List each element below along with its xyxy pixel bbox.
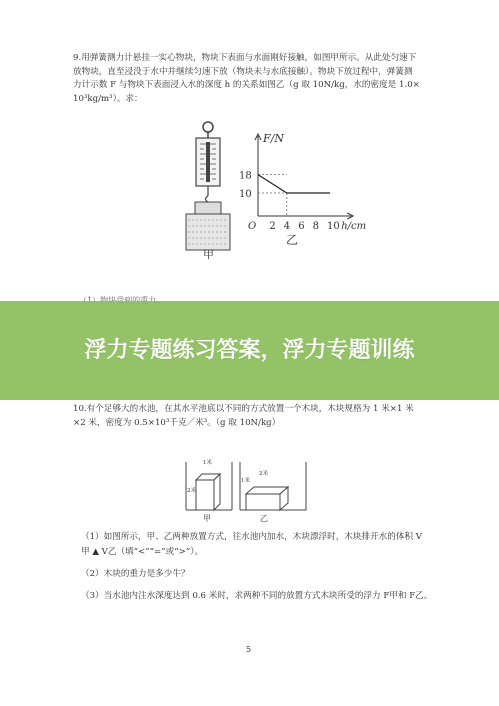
y-tick-label: 18 [239, 170, 252, 182]
q10-fig-yi-label: 乙 [260, 514, 268, 523]
q10-sub-question-1: （1）如图所示，甲、乙两种放置方式，往水池内加水，木块漂浮时，木块排开水的体积 V [81, 532, 422, 542]
q10-dim-2m-yi: 2米 [259, 471, 268, 477]
x-tick-label: 6 [298, 221, 305, 232]
q10-line-2: ×2 米，密度为 0.5×10³千克／米³。（g 取 10N/kg） [73, 418, 281, 428]
q10-dim-1m-jia: 1米 [203, 460, 212, 466]
q9-line-4: 10³kg/m³）。求： [73, 93, 143, 104]
y-axis-label: F/N [263, 132, 284, 145]
q10-sub-question-3: （3）当水池内注水深度达到 0.6 米时，求两种不同的放置方式木块所受的浮力 F甲和 F乙。 [81, 591, 433, 601]
title-banner [0, 301, 499, 400]
banner-title: 浮力专题练习答案，浮力专题训练 [84, 337, 415, 363]
q9-line-1: 9.用弹簧测力计悬挂一实心物块，物块下表面与水面刚好接触，如图甲所示。从此处匀速下 [73, 53, 417, 63]
x-tick-label: O [248, 221, 257, 232]
figure-yi-label: 乙 [286, 233, 299, 247]
x-tick-label: 4 [283, 221, 291, 232]
q10-dim-2m-jia: 2米 [187, 488, 196, 494]
q10-line-1: 10.有个足够大的水池，在其水平池底以不同的方式放置一个木块，木块规格为 1 米×1 米 [73, 404, 414, 414]
x-tick-label: 8 [312, 221, 319, 232]
q10-sub-question-1-cont: 甲 ▲ V乙（填“<”“=”或“>”）。 [81, 547, 204, 557]
y-tick-label: 10 [239, 189, 252, 200]
page-number: 5 [246, 645, 252, 654]
x-tick-label: 2 [269, 221, 276, 232]
q9-line-2: 放物块，直至浸没于水中并继续匀速下放（物块未与水底接触）。物块下放过程中，弹簧测 [73, 66, 413, 77]
figure-yi-chart [238, 130, 368, 235]
x-tick-label: 10 [327, 221, 340, 232]
figure-jia-spring-scale [180, 118, 240, 263]
question-9-text [73, 52, 433, 106]
q10-dim-1m-yi: 1米 [241, 478, 250, 484]
q10-sub-question-2: （2）木块的重力是多少牛？ [81, 569, 190, 579]
series-line [258, 175, 330, 193]
figure-jia-label: 甲 [203, 248, 214, 261]
q9-line-3: 力计示数 F 与物块下表面浸入水的深度 h 的关系如图乙（g 取 10N/kg，水的密度是 1.0× [73, 80, 420, 90]
x-axis-label: h/cm [341, 221, 367, 232]
q10-fig-jia-label: 甲 [203, 514, 211, 523]
figure-q10-pools [182, 458, 310, 520]
